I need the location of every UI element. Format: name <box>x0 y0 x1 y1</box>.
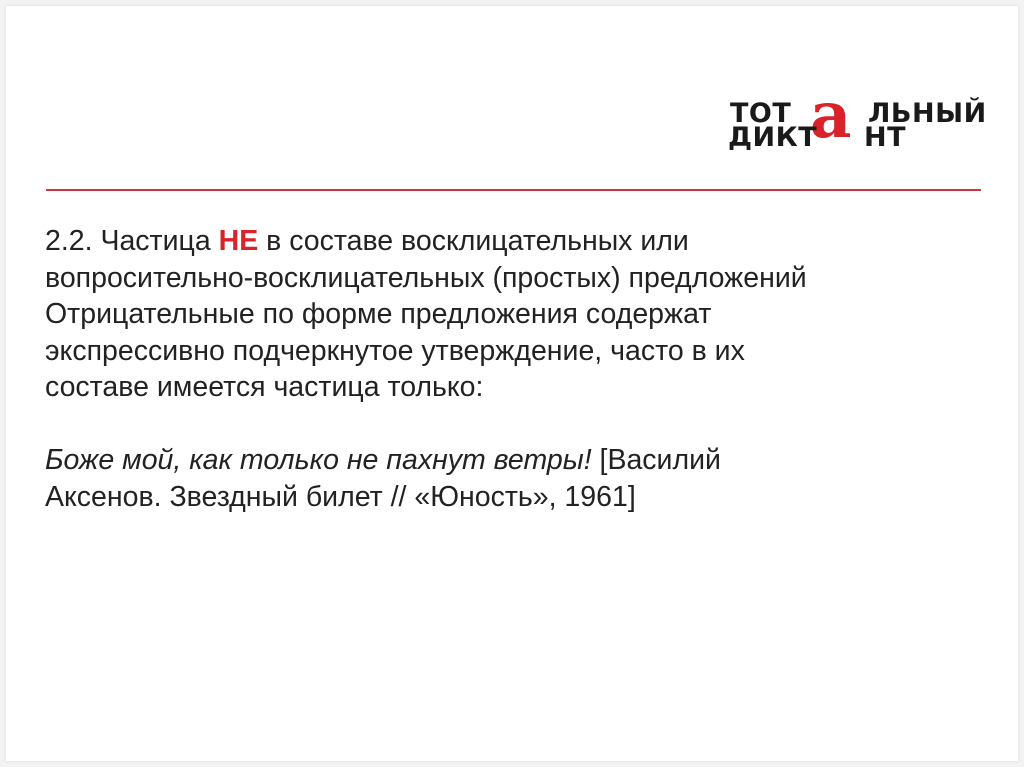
slide <box>6 6 1018 761</box>
logo-text-line2-end: НТ <box>864 122 907 153</box>
example-line-2: Аксенов. Звездный билет // «Юность», 1961] <box>45 480 636 513</box>
logo-text-line1-end: ЛЬНЫЙ <box>868 98 987 129</box>
example-line-1 <box>45 442 995 479</box>
description-line-1: Отрицательные по форме предложения содержат <box>45 298 712 330</box>
heading-line-2: вопросительно-восклицательных (простых) предложений <box>45 261 807 294</box>
example-source-part-1: [Василий <box>591 444 721 476</box>
description-line-2: экспрессивно подчеркнутое утверждение, часто в их <box>45 334 745 367</box>
logo-text-line2-start: ДИКТ <box>728 122 818 153</box>
example-quote: Боже мой, как только не пахнут ветры! <box>45 444 592 476</box>
paragraph-spacer <box>45 406 995 443</box>
description-line-3: составе имеется частица только: <box>45 371 484 403</box>
heading-prefix: 2.2. Частица <box>45 225 219 257</box>
totalny-diktant-logo <box>728 78 990 164</box>
heading-line-1 <box>45 223 995 260</box>
slide-body <box>45 223 995 515</box>
highlight-particle: НЕ <box>218 225 259 257</box>
logo-accent-letter: а <box>810 78 852 153</box>
heading-suffix: в составе восклицательных или <box>258 225 689 257</box>
logo-text-line1-start: ТОТ <box>730 98 792 129</box>
header-divider <box>46 189 981 191</box>
